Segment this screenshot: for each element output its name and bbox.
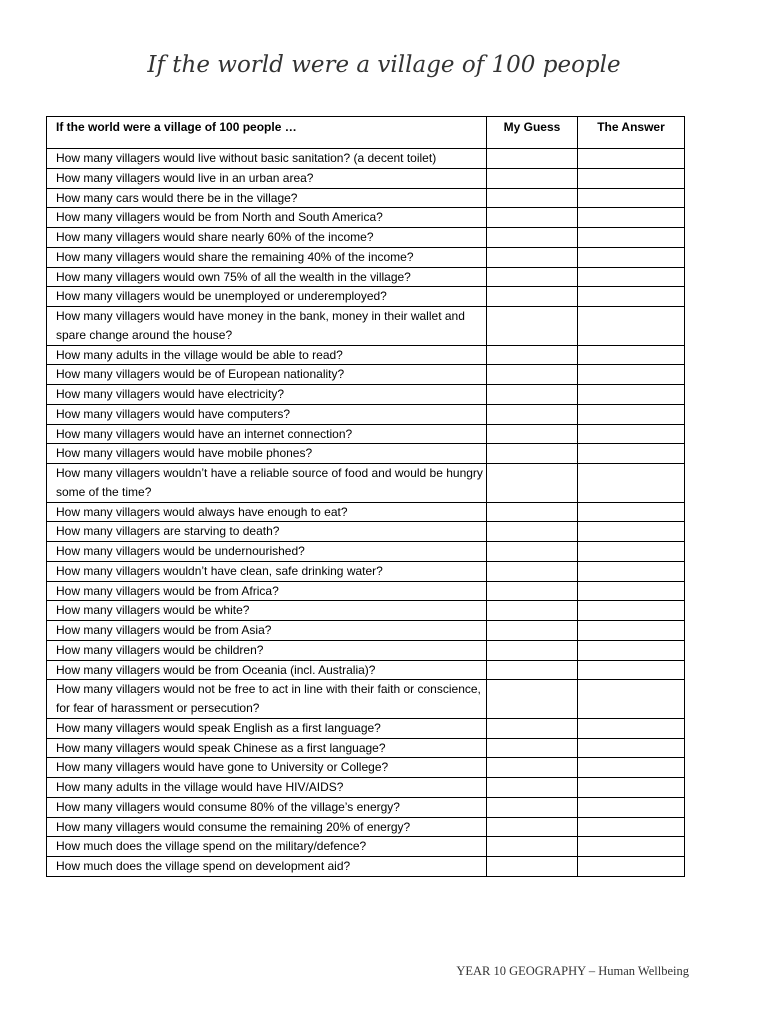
the-answer-cell[interactable] <box>578 149 685 169</box>
the-answer-cell[interactable] <box>578 307 685 346</box>
table-row <box>47 680 685 719</box>
my-guess-cell[interactable] <box>487 561 578 581</box>
question-cell: How many villagers would have money in the bank, money in their wallet and spare change around the house? <box>47 307 487 346</box>
table-row <box>47 621 685 641</box>
question-cell: How much does the village spend on the military/defence? <box>47 837 487 857</box>
question-cell: How many villagers would be children? <box>47 640 487 660</box>
my-guess-cell[interactable] <box>487 581 578 601</box>
my-guess-cell[interactable] <box>487 857 578 877</box>
table-row <box>47 601 685 621</box>
the-answer-cell[interactable] <box>578 680 685 719</box>
my-guess-cell[interactable] <box>487 267 578 287</box>
question-cell: How many villagers wouldn’t have a reliable source of food and would be hungry some of the time? <box>47 464 487 503</box>
table-header-row <box>47 117 685 149</box>
question-cell: How many villagers would share nearly 60% of the income? <box>47 228 487 248</box>
my-guess-cell[interactable] <box>487 307 578 346</box>
question-cell: How many villagers would have an internet connection? <box>47 424 487 444</box>
question-cell: How many villagers would be undernourished? <box>47 542 487 562</box>
the-answer-cell[interactable] <box>578 168 685 188</box>
the-answer-cell[interactable] <box>578 345 685 365</box>
table-row <box>47 561 685 581</box>
table-row <box>47 778 685 798</box>
my-guess-cell[interactable] <box>487 680 578 719</box>
the-answer-cell[interactable] <box>578 208 685 228</box>
the-answer-cell[interactable] <box>578 188 685 208</box>
my-guess-cell[interactable] <box>487 464 578 503</box>
the-answer-cell[interactable] <box>578 817 685 837</box>
table-row <box>47 404 685 424</box>
the-answer-cell[interactable] <box>578 385 685 405</box>
my-guess-cell[interactable] <box>487 502 578 522</box>
question-cell: How many villagers would always have enough to eat? <box>47 502 487 522</box>
the-answer-cell[interactable] <box>578 287 685 307</box>
my-guess-cell[interactable] <box>487 424 578 444</box>
my-guess-cell[interactable] <box>487 385 578 405</box>
question-cell: How many villagers would have mobile phones? <box>47 444 487 464</box>
table-body <box>47 149 685 877</box>
question-cell: How many villagers would be from Asia? <box>47 621 487 641</box>
question-cell: How many villagers are starving to death? <box>47 522 487 542</box>
my-guess-cell[interactable] <box>487 228 578 248</box>
worksheet-table <box>46 116 685 877</box>
table-row <box>47 228 685 248</box>
table-row <box>47 444 685 464</box>
question-cell: How many villagers would be from Oceania (incl. Australia)? <box>47 660 487 680</box>
the-answer-cell[interactable] <box>578 522 685 542</box>
table-row <box>47 345 685 365</box>
page-title: If the world were a village of 100 people <box>147 52 621 78</box>
my-guess-cell[interactable] <box>487 345 578 365</box>
the-answer-cell[interactable] <box>578 561 685 581</box>
my-guess-cell[interactable] <box>487 365 578 385</box>
my-guess-cell[interactable] <box>487 778 578 798</box>
table-row <box>47 149 685 169</box>
table-row <box>47 464 685 503</box>
the-answer-cell[interactable] <box>578 267 685 287</box>
my-guess-cell[interactable] <box>487 168 578 188</box>
question-cell: How many villagers would have electricity? <box>47 385 487 405</box>
my-guess-cell[interactable] <box>487 444 578 464</box>
question-cell: How many villagers would own 75% of all the wealth in the village? <box>47 267 487 287</box>
my-guess-cell[interactable] <box>487 817 578 837</box>
table-row <box>47 857 685 877</box>
table-row <box>47 287 685 307</box>
question-cell: How many villagers would be unemployed or underemployed? <box>47 287 487 307</box>
table-row <box>47 208 685 228</box>
question-cell: How many cars would there be in the village? <box>47 188 487 208</box>
question-cell: How many villagers would consume the remaining 20% of energy? <box>47 817 487 837</box>
the-answer-cell[interactable] <box>578 601 685 621</box>
table-row <box>47 424 685 444</box>
the-answer-cell[interactable] <box>578 778 685 798</box>
my-guess-cell[interactable] <box>487 718 578 738</box>
question-cell: How many villagers would be white? <box>47 601 487 621</box>
my-guess-cell[interactable] <box>487 758 578 778</box>
question-cell: How many villagers wouldn’t have clean, safe drinking water? <box>47 561 487 581</box>
table-row <box>47 817 685 837</box>
my-guess-cell[interactable] <box>487 522 578 542</box>
the-answer-cell[interactable] <box>578 581 685 601</box>
header-the-answer: The Answer <box>578 117 685 149</box>
question-cell: How many villagers would not be free to act in line with their faith or conscience, for fear of harassment or persecution? <box>47 680 487 719</box>
my-guess-cell[interactable] <box>487 640 578 660</box>
the-answer-cell[interactable] <box>578 365 685 385</box>
table-row <box>47 502 685 522</box>
question-cell: How many villagers would be from North and South America? <box>47 208 487 228</box>
table-row <box>47 718 685 738</box>
the-answer-cell[interactable] <box>578 660 685 680</box>
the-answer-cell[interactable] <box>578 424 685 444</box>
my-guess-cell[interactable] <box>487 621 578 641</box>
my-guess-cell[interactable] <box>487 247 578 267</box>
my-guess-cell[interactable] <box>487 188 578 208</box>
the-answer-cell[interactable] <box>578 247 685 267</box>
the-answer-cell[interactable] <box>578 502 685 522</box>
my-guess-cell[interactable] <box>487 542 578 562</box>
table-row <box>47 640 685 660</box>
the-answer-cell[interactable] <box>578 857 685 877</box>
table-row <box>47 660 685 680</box>
table-row <box>47 797 685 817</box>
question-cell: How many villagers would have gone to University or College? <box>47 758 487 778</box>
question-cell: How many villagers would speak English as a first language? <box>47 718 487 738</box>
my-guess-cell[interactable] <box>487 404 578 424</box>
my-guess-cell[interactable] <box>487 837 578 857</box>
table-row <box>47 267 685 287</box>
the-answer-cell[interactable] <box>578 758 685 778</box>
the-answer-cell[interactable] <box>578 718 685 738</box>
my-guess-cell[interactable] <box>487 797 578 817</box>
the-answer-cell[interactable] <box>578 542 685 562</box>
question-cell: How many villagers would consume 80% of the village’s energy? <box>47 797 487 817</box>
table-row <box>47 385 685 405</box>
my-guess-cell[interactable] <box>487 660 578 680</box>
question-cell: How many villagers would be from Africa? <box>47 581 487 601</box>
question-cell: How much does the village spend on development aid? <box>47 857 487 877</box>
the-answer-cell[interactable] <box>578 837 685 857</box>
the-answer-cell[interactable] <box>578 464 685 503</box>
question-cell: How many villagers would share the remaining 40% of the income? <box>47 247 487 267</box>
table-row <box>47 188 685 208</box>
table-row <box>47 542 685 562</box>
header-my-guess: My Guess <box>487 117 578 149</box>
the-answer-cell[interactable] <box>578 444 685 464</box>
table-row <box>47 581 685 601</box>
question-cell: How many villagers would have computers? <box>47 404 487 424</box>
my-guess-cell[interactable] <box>487 149 578 169</box>
header-question: If the world were a village of 100 people … <box>47 117 487 149</box>
table-row <box>47 247 685 267</box>
table-row <box>47 307 685 346</box>
question-cell: How many villagers would live without basic sanitation? (a decent toilet) <box>47 149 487 169</box>
my-guess-cell[interactable] <box>487 601 578 621</box>
the-answer-cell[interactable] <box>578 797 685 817</box>
footer-text: YEAR 10 GEOGRAPHY – Human Wellbeing <box>456 964 689 978</box>
table-row <box>47 168 685 188</box>
question-cell: How many villagers would be of European nationality? <box>47 365 487 385</box>
my-guess-cell[interactable] <box>487 208 578 228</box>
the-answer-cell[interactable] <box>578 228 685 248</box>
question-cell: How many adults in the village would be able to read? <box>47 345 487 365</box>
the-answer-cell[interactable] <box>578 738 685 758</box>
table-row <box>47 758 685 778</box>
the-answer-cell[interactable] <box>578 621 685 641</box>
the-answer-cell[interactable] <box>578 640 685 660</box>
my-guess-cell[interactable] <box>487 287 578 307</box>
question-cell: How many villagers would speak Chinese as a first language? <box>47 738 487 758</box>
question-cell: How many villagers would live in an urban area? <box>47 168 487 188</box>
table-row <box>47 738 685 758</box>
the-answer-cell[interactable] <box>578 404 685 424</box>
table-row <box>47 522 685 542</box>
question-cell: How many adults in the village would have HIV/AIDS? <box>47 778 487 798</box>
my-guess-cell[interactable] <box>487 738 578 758</box>
table-row <box>47 365 685 385</box>
table-row <box>47 837 685 857</box>
